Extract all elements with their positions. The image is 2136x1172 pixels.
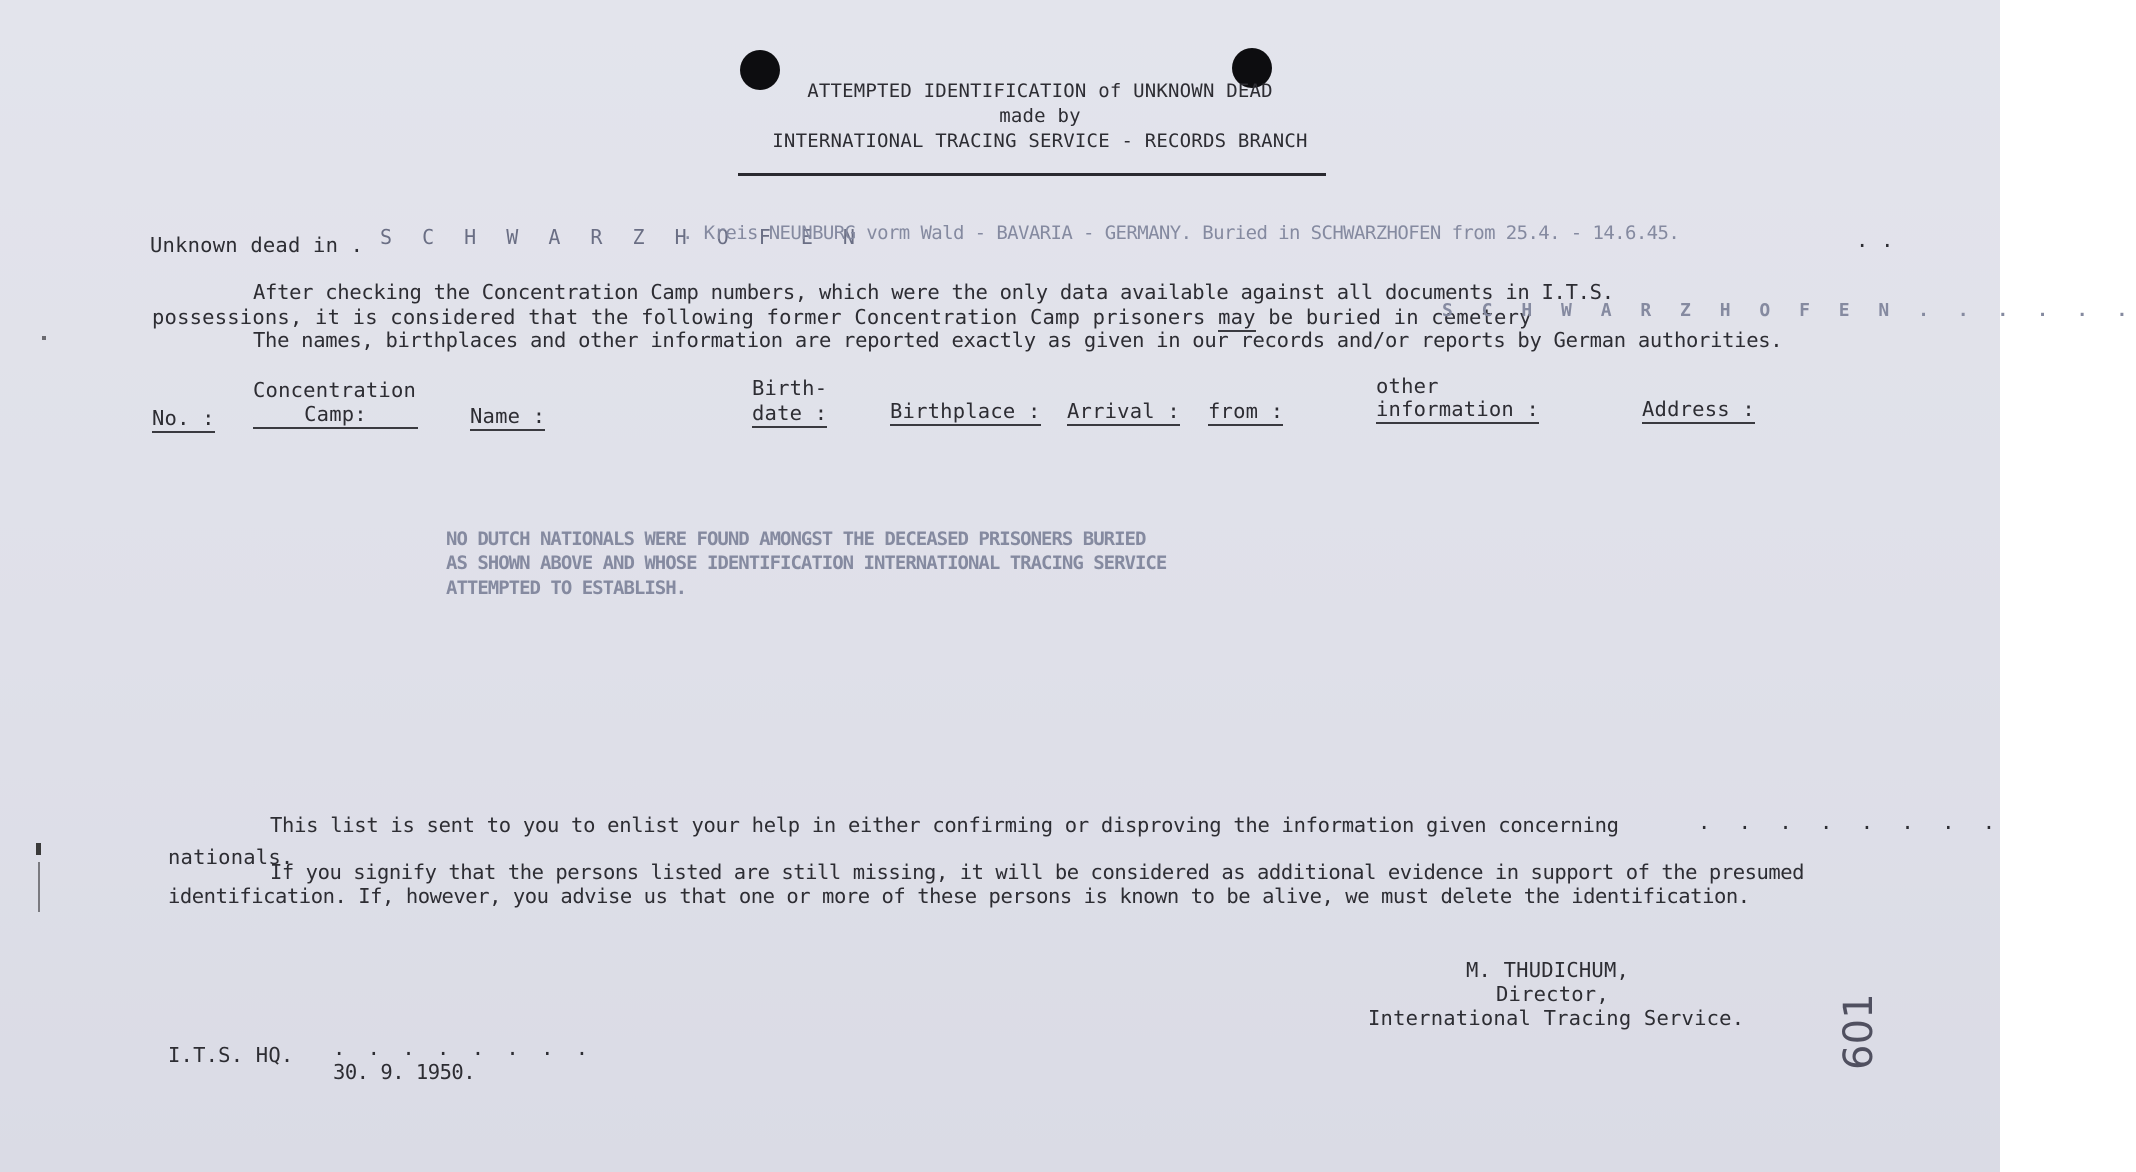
request-line-2: nationals. [168, 845, 294, 869]
intro-line-3: The names, birthplaces and other information are reported exactly as given in our records and/or reports by German authorities. [253, 328, 1783, 352]
col-address: Address : [1642, 397, 1755, 424]
edge-mark [36, 843, 41, 855]
col-no: No. : [152, 406, 215, 433]
notice-line-3: ATTEMPTED TO ESTABLISH. [446, 577, 687, 599]
intro-line-2 [152, 305, 1532, 329]
intro-line-2-suffix: be buried in cemetery [1268, 305, 1532, 329]
request-line-1: This list is sent to you to enlist your help in either confirming or disproving the information given concerning [270, 813, 1619, 837]
footer-dots: . . . . . . . . [333, 1036, 594, 1060]
header-title: ATTEMPTED IDENTIFICATION of UNKNOWN DEAD [807, 80, 1273, 102]
col-name: Name : [470, 404, 545, 431]
page-number-stamp: 601 [1836, 993, 1882, 1070]
notice-line-1: NO DUTCH NATIONALS WERE FOUND AMONGST THE DECEASED PRISONERS BURIED [446, 528, 1146, 550]
unknown-dead-place: S C H W A R Z H O F E N [380, 225, 864, 249]
signatory-organisation: International Tracing Service. [1368, 1006, 1745, 1030]
unknown-dead-trailing-dots: . . [1856, 228, 1894, 252]
header-made-by: made by [999, 105, 1081, 127]
notice-line-2: AS SHOWN ABOVE AND WHOSE IDENTIFICATION INTERNATIONAL TRACING SERVICE [446, 552, 1167, 574]
edge-mark [38, 862, 40, 912]
footer-hq: I.T.S. HQ. [168, 1043, 294, 1067]
intro-may-underlined: may [1218, 305, 1256, 332]
request-line-4: identification. If, however, you advise us that one or more of these persons is known to be alive, we must delete the identification. [168, 884, 1750, 908]
col-camp-line1: Concentration [253, 378, 417, 402]
signatory-title: Director, [1496, 982, 1609, 1006]
col-other-line2: information : [1376, 397, 1539, 424]
unknown-dead-details: . Kreis NEUNBURG vorm Wald - BAVARIA - GERMANY. Buried in SCHWARZHOFEN from 25.4. - 14.6.45. [682, 222, 1680, 244]
request-line-3: If you signify that the persons listed are still missing, it will be considered as additional evidence in support of the presumed [270, 860, 1805, 884]
col-birthdate-line2: date : [752, 401, 827, 428]
col-other-line1: other [1376, 374, 1439, 398]
header-organisation: INTERNATIONAL TRACING SERVICE - RECORDS BRANCH [772, 130, 1308, 152]
intro-line-2-prefix: possessions, it is considered that the following former Concentration Camp prisoners [152, 305, 1206, 329]
request-nationality-dots: . . . . . . . . [1698, 810, 2004, 834]
col-arrival: Arrival : [1067, 399, 1180, 426]
col-from: from : [1208, 399, 1283, 426]
edge-mark [42, 336, 46, 340]
signatory-name: M. THUDICHUM, [1466, 958, 1630, 982]
intro-line-1: After checking the Concentration Camp numbers, which were the only data available against all documents in I.T.S. [253, 280, 1614, 304]
col-birthdate-line1: Birth- [752, 376, 828, 400]
footer-date: 30. 9. 1950. [333, 1060, 476, 1084]
col-camp-line2: Camp: [253, 402, 418, 429]
header-rule [738, 173, 1326, 176]
intro-overtype-place: S C H W A R Z H O F E N . . . . . . [1442, 300, 2136, 321]
unknown-dead-label: Unknown dead in . [150, 233, 364, 257]
col-birthplace: Birthplace : [890, 399, 1041, 426]
